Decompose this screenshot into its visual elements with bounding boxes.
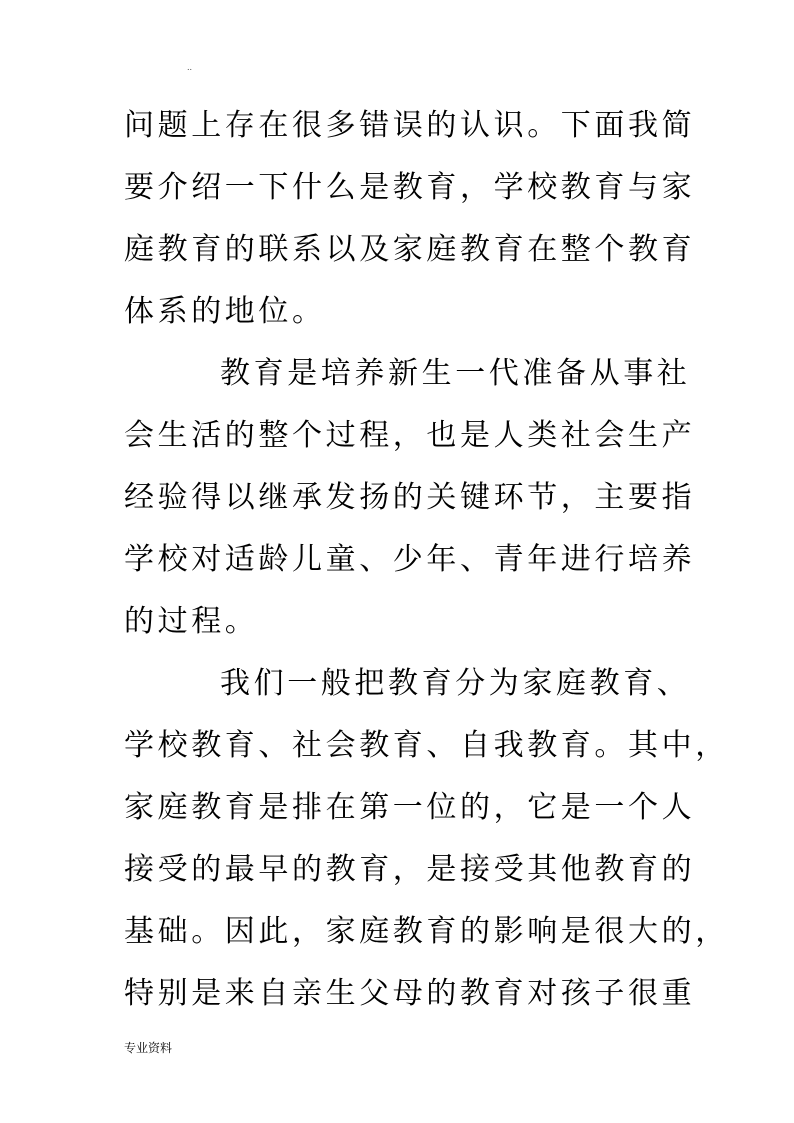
text-line: 接受的最早的教育，是接受其他教育的 [124,852,696,887]
body-text [124,95,729,1025]
paragraph-first-line: 教育是培养新生一代准备从事社 [220,356,691,391]
text-line: 学校对适龄儿童、少年、青年进行培养 [124,542,696,577]
text-line: 的过程。 [124,604,259,639]
paragraph-first-line: 我们一般把教育分为家庭教育、 [220,666,691,701]
text-line: 基础。因此，家庭教育的影响是很大的， [124,914,729,949]
text-line: 庭教育的联系以及家庭教育在整个教育 [124,232,696,267]
text-line: 特别是来自亲生父母的教育对孩子很重 [124,976,696,1011]
text-line: 会生活的整个过程，也是人类社会生产 [124,418,696,453]
text-line: 家庭教育是排在第一位的，它是一个人 [124,790,696,825]
text-line: 体系的地位。 [124,294,326,329]
text-line: 要介绍一下什么是教育，学校教育与家 [124,170,696,205]
text-line: 问题上存在很多错误的认识。下面我简 [124,108,696,143]
text-line: 学校教育、社会教育、自我教育。其中， [124,728,729,763]
footer-label: 专业资料 [124,1041,173,1055]
header-mark: .. [187,63,193,72]
text-line: 经验得以继承发扬的关键环节，主要指 [124,480,696,515]
